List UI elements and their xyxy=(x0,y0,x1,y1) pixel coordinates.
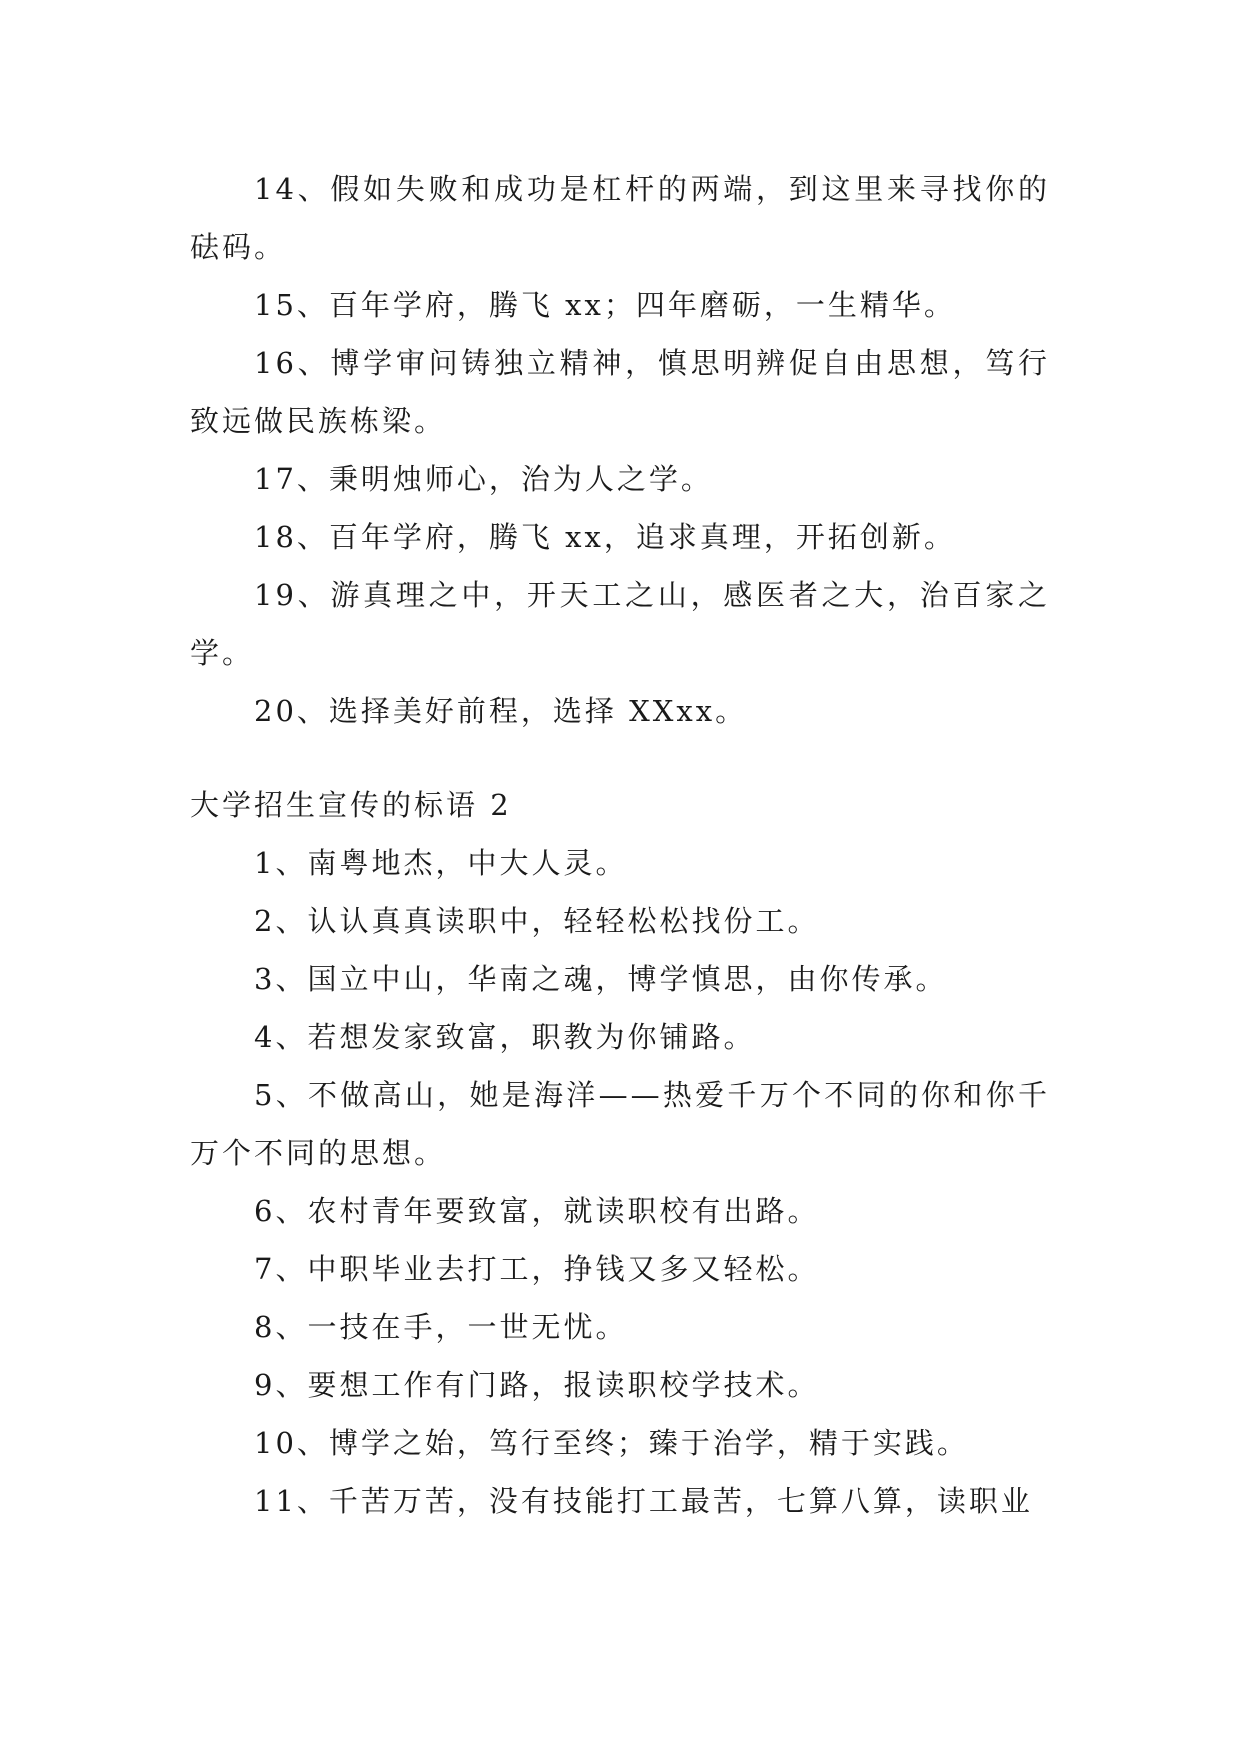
list-item: 20、选择美好前程，选择 XXxx。 xyxy=(254,694,748,728)
list-item: 17、秉明烛师心，治为人之学。 xyxy=(254,462,713,496)
list-item: 3、国立中山，华南之魂，博学慎思，由你传承。 xyxy=(254,962,948,996)
list-item: 8、一技在手，一世无忧。 xyxy=(254,1310,628,1344)
list-item: 5、不做高山，她是海洋——热爱千万个不同的你和你千万个不同的思想。 xyxy=(190,1078,1050,1170)
section-heading: 大学招生宣传的标语 2 xyxy=(190,788,512,822)
section-1 xyxy=(190,160,1050,740)
list-item: 7、中职毕业去打工，挣钱又多又轻松。 xyxy=(254,1252,820,1286)
list-item: 10、博学之始，笃行至终；臻于治学，精于实践。 xyxy=(254,1426,969,1460)
list-item: 14、假如失败和成功是杠杆的两端，到这里来寻找你的砝码。 xyxy=(190,172,1050,264)
list-item: 15、百年学府，腾飞 xx；四年磨砺，一生精华。 xyxy=(254,288,956,322)
section-2 xyxy=(190,776,1050,1530)
list-item: 16、博学审问铸独立精神，慎思明辨促自由思想，笃行致远做民族栋梁。 xyxy=(190,346,1050,438)
list-item: 2、认认真真读职中，轻轻松松找份工。 xyxy=(254,904,820,938)
document-page xyxy=(190,160,1050,1530)
list-item: 11、千苦万苦，没有技能打工最苦，七算八算，读职业 xyxy=(254,1484,1033,1518)
list-item: 6、农村青年要致富，就读职校有出路。 xyxy=(254,1194,820,1228)
list-item: 19、游真理之中，开天工之山，感医者之大，治百家之学。 xyxy=(190,578,1050,670)
list-item: 18、百年学府，腾飞 xx，追求真理，开拓创新。 xyxy=(254,520,956,554)
list-item: 9、要想工作有门路，报读职校学技术。 xyxy=(254,1368,820,1402)
list-item: 1、南粤地杰，中大人灵。 xyxy=(254,846,628,880)
section-spacer xyxy=(190,740,1050,776)
list-item: 4、若想发家致富，职教为你铺路。 xyxy=(254,1020,756,1054)
